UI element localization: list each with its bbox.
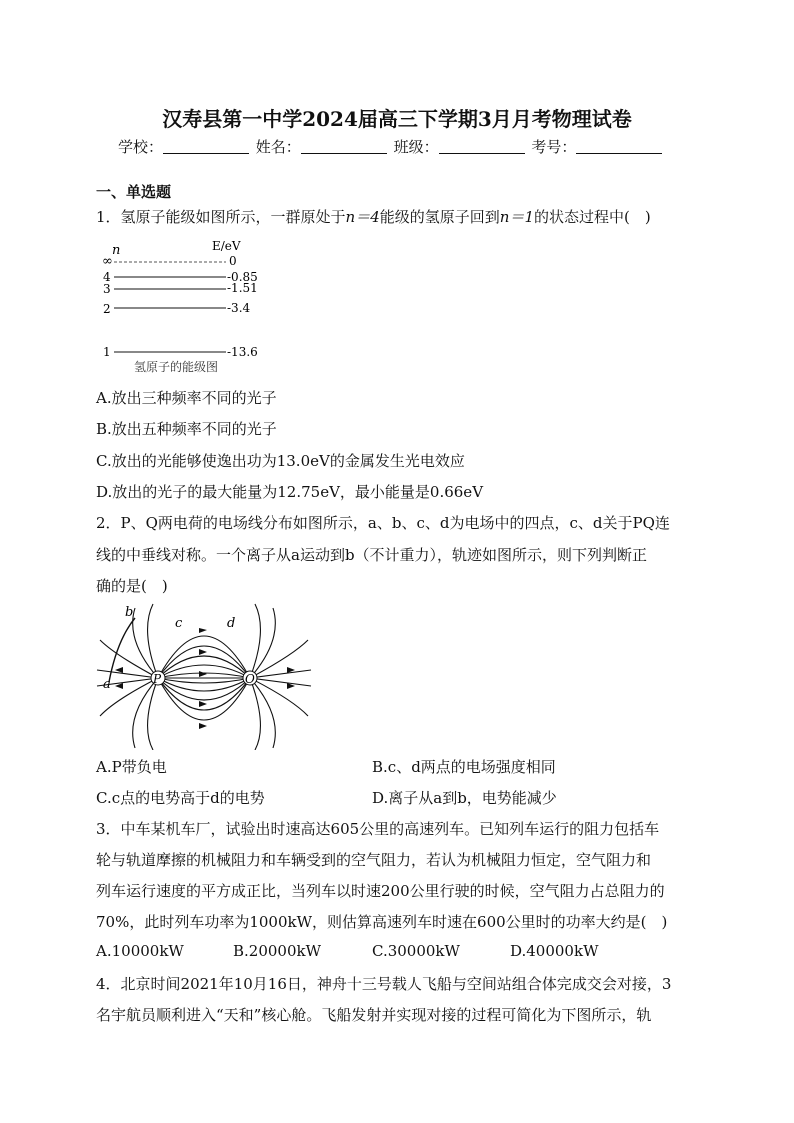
q3-option-c[interactable]: C.30000kW — [372, 942, 460, 960]
level-4-energy: -0.85 — [227, 270, 258, 284]
page-title: 汉寿县第一中学2024届高三下学期3月月考物理试卷 — [162, 107, 632, 131]
question-3-line-2: 轮与轨道摩擦的机械阻力和车辆受到的空气阻力，若认为机械阻力恒定，空气阻力和 — [96, 851, 652, 869]
question-4-line-2: 名宇航员顺利进入“天和”核心舱。飞船发射并实现对接的过程可简化为下图所示，轨 — [96, 1006, 652, 1024]
q1-option-c[interactable]: C.放出的光能够使逸出功为13.0eV的金属发生光电效应 — [96, 452, 465, 470]
number-blank[interactable] — [576, 139, 662, 154]
q3-option-d[interactable]: D.40000kW — [510, 942, 599, 960]
field-lines — [97, 604, 311, 750]
question-1-stem: 1．氢原子能级如图所示，一群原处于n＝4能级的氢原子回到n＝1的状态过程中( ) — [96, 208, 651, 226]
q1-option-b[interactable]: B.放出五种频率不同的光子 — [96, 420, 277, 438]
point-b-label: b — [125, 605, 134, 620]
diagram-caption: 氢原子的能级图 — [134, 360, 219, 374]
level-2-n: 2 — [103, 302, 111, 316]
question-2-line-3: 确的是( ) — [96, 577, 168, 595]
electric-field-diagram — [95, 600, 325, 750]
q2-option-d[interactable]: D.离子从a到b，电势能减少 — [372, 789, 557, 807]
label-p: P — [153, 672, 162, 686]
level-3-n: 3 — [103, 282, 111, 296]
q3-option-b[interactable]: B.20000kW — [233, 942, 322, 960]
q3-option-a[interactable]: A.10000kW — [96, 942, 184, 960]
level-2-energy: -3.4 — [227, 301, 251, 315]
point-d-label: d — [227, 616, 236, 631]
level-1-n: 1 — [103, 345, 111, 359]
number-label: 考号： — [531, 138, 577, 156]
class-blank[interactable] — [439, 139, 525, 154]
q1-option-a[interactable]: A.放出三种频率不同的光子 — [96, 389, 277, 407]
q2-option-c[interactable]: C.c点的电势高于d的电势 — [96, 789, 265, 807]
question-3-line-4: 70%，此时列车功率为1000kW，则估算高速列车时速在600公里时的功率大约是( ) — [96, 913, 668, 931]
name-label: 姓名： — [255, 138, 301, 156]
n-axis-label: n — [112, 243, 121, 258]
question-4-line-1: 4．北京时间2021年10月16日，神舟十三号载人飞船与空间站组合体完成交会对接，3 — [96, 975, 672, 993]
point-c-label: c — [175, 616, 183, 631]
question-3-line-3: 列车运行速度的平方成正比，当列车以时速200公里行驶的时候，空气阻力占总阻力的 — [96, 882, 665, 900]
question-2-line-2: 线的中垂线对称。一个离子从a运动到b（不计重力），轨迹如图所示，则下列判断正 — [96, 546, 648, 564]
level-infinity-energy: 0 — [229, 254, 237, 268]
level-4-n: 4 — [103, 270, 111, 284]
name-blank[interactable] — [301, 139, 387, 154]
q1-option-d[interactable]: D.放出的光子的最大能量为12.75eV，最小能量是0.66eV — [96, 483, 484, 501]
q2-option-b[interactable]: B.c、d两点的电场强度相同 — [372, 758, 556, 776]
school-label: 学校： — [118, 138, 164, 156]
level-1-energy: -13.6 — [227, 345, 258, 359]
level-3-energy: -1.51 — [227, 281, 258, 295]
q2-option-a[interactable]: A.P带负电 — [96, 758, 167, 776]
school-blank[interactable] — [163, 139, 249, 154]
energy-axis-label: E/eV — [212, 239, 241, 253]
question-3-line-1: 3．中车某机车厂，试验出时速高达605公里的高速列车。已知列车运行的阻力包括车 — [96, 820, 660, 838]
student-info-line — [118, 136, 664, 157]
level-infinity-label: ∞ — [102, 254, 113, 269]
section-heading: 一、单选题 — [96, 183, 172, 201]
label-o: O — [245, 672, 255, 686]
energy-level-diagram — [100, 236, 270, 378]
question-2-line-1: 2．P、Q两电荷的电场线分布如图所示，a、b、c、d为电场中的四点，c、d关于PQ连 — [96, 514, 670, 532]
class-label: 班级： — [393, 138, 439, 156]
point-a-label: a — [103, 677, 111, 692]
